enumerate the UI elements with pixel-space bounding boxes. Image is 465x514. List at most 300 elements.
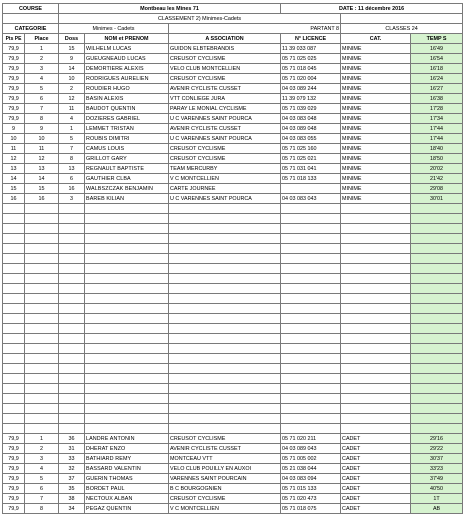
empty-cell — [25, 344, 59, 354]
bib-cell: 33 — [59, 454, 85, 464]
points-cell: 79,9 — [3, 44, 25, 54]
empty-cell — [341, 384, 411, 394]
result-row — [3, 454, 463, 464]
result-row — [3, 104, 463, 114]
empty-cell — [85, 364, 169, 374]
empty-cell — [169, 334, 281, 344]
empty-cell — [25, 324, 59, 334]
place-cell: 15 — [25, 184, 59, 194]
place-cell: 2 — [25, 444, 59, 454]
licence-cell: 11 39 079 132 — [281, 94, 341, 104]
result-row — [3, 504, 463, 514]
empty-row — [3, 394, 463, 404]
association-cell: CREUSOT CYCLISME — [169, 154, 281, 164]
place-cell: 8 — [25, 504, 59, 514]
empty-cell — [85, 414, 169, 424]
empty-cell — [281, 224, 341, 234]
empty-row — [3, 404, 463, 414]
empty-cell — [85, 404, 169, 414]
time-cell: 30'01 — [411, 194, 463, 204]
empty-cell — [59, 214, 85, 224]
empty-cell — [411, 204, 463, 214]
licence-cell: 04 03 083 094 — [281, 474, 341, 484]
empty-cell — [59, 344, 85, 354]
empty-cell — [59, 324, 85, 334]
empty-cell — [411, 214, 463, 224]
empty-cell — [59, 414, 85, 424]
empty-cell — [59, 244, 85, 254]
empty-row — [3, 264, 463, 274]
association-cell: VELO CLUB POUILLY EN AUXOI — [169, 464, 281, 474]
empty-cell — [59, 314, 85, 324]
association-cell: CREUSOT CYCLISME — [169, 54, 281, 64]
bib-cell: 8 — [59, 154, 85, 164]
empty-cell — [411, 244, 463, 254]
empty-cell — [281, 214, 341, 224]
bib-cell: 4 — [59, 114, 85, 124]
empty-cell — [411, 334, 463, 344]
col-doss: Doss — [59, 34, 85, 44]
bib-cell: 12 — [59, 94, 85, 104]
association-cell: CREUSOT CYCLISME — [169, 74, 281, 84]
empty-cell — [341, 284, 411, 294]
empty-cell — [85, 344, 169, 354]
rider-name-cell: RODRIGUES AURELIEN — [85, 74, 169, 84]
empty-cell — [3, 364, 25, 374]
result-row — [3, 154, 463, 164]
empty-cell — [281, 384, 341, 394]
category-cell: MINIME — [341, 124, 411, 134]
empty-cell — [85, 244, 169, 254]
empty-cell — [169, 404, 281, 414]
category-cell: CADET — [341, 494, 411, 504]
result-row — [3, 44, 463, 54]
points-cell: 79,9 — [3, 464, 25, 474]
empty-row — [3, 324, 463, 334]
empty-cell — [411, 294, 463, 304]
place-cell: 3 — [25, 454, 59, 464]
empty-cell — [85, 234, 169, 244]
empty-cell — [3, 284, 25, 294]
rider-name-cell: GAUTHIER CLBA — [85, 174, 169, 184]
licence-cell: 05 71 025 160 — [281, 144, 341, 154]
result-row — [3, 484, 463, 494]
time-cell: 16'24 — [411, 74, 463, 84]
points-cell: 10 — [3, 134, 25, 144]
empty-cell — [169, 254, 281, 264]
empty-cell — [3, 414, 25, 424]
empty-cell — [341, 214, 411, 224]
empty-cell — [59, 394, 85, 404]
empty-cell — [169, 414, 281, 424]
empty-row — [3, 364, 463, 374]
empty-cell — [411, 224, 463, 234]
bib-cell: 6 — [59, 174, 85, 184]
empty-cell — [85, 214, 169, 224]
empty-cell — [341, 374, 411, 384]
empty-cell — [169, 294, 281, 304]
empty-cell — [3, 324, 25, 334]
points-cell: 12 — [3, 154, 25, 164]
empty-cell — [3, 234, 25, 244]
course-location: Montbeau les Mines 71 — [59, 4, 281, 14]
empty-cell — [411, 354, 463, 364]
rider-name-cell: PEGAZ QUENTIN — [85, 504, 169, 514]
empty-row — [3, 234, 463, 244]
rider-name-cell: BAUDOT QUENTIN — [85, 104, 169, 114]
empty-cell — [59, 234, 85, 244]
category-cell: MINIME — [341, 184, 411, 194]
empty-cell — [169, 374, 281, 384]
empty-cell — [59, 274, 85, 284]
empty-cell — [59, 304, 85, 314]
category-cell: MINIME — [341, 144, 411, 154]
empty-row — [3, 414, 463, 424]
association-cell: U C VARENNES SAINT POURCA — [169, 134, 281, 144]
empty-cell — [25, 244, 59, 254]
empty-cell — [85, 354, 169, 364]
result-row — [3, 174, 463, 184]
time-cell: 29'16 — [411, 434, 463, 444]
empty-cell — [59, 254, 85, 264]
time-cell: 21'42 — [411, 174, 463, 184]
licence-cell: 05 71 015 133 — [281, 484, 341, 494]
bib-cell: 35 — [59, 484, 85, 494]
empty-cell — [281, 274, 341, 284]
empty-cell — [59, 204, 85, 214]
place-cell: 4 — [25, 464, 59, 474]
col-pts: Pts PE — [3, 34, 25, 44]
category-cell: MINIME — [341, 94, 411, 104]
empty-row — [3, 244, 463, 254]
rider-name-cell: DHERAT ENZO — [85, 444, 169, 454]
category-cell: MINIME — [341, 74, 411, 84]
empty-cell — [3, 224, 25, 234]
category-cell: MINIME — [341, 134, 411, 144]
points-cell: 79,9 — [3, 454, 25, 464]
empty-cell — [341, 274, 411, 284]
empty-row — [3, 384, 463, 394]
place-cell: 3 — [25, 64, 59, 74]
category-cell: MINIME — [341, 64, 411, 74]
empty-cell — [25, 254, 59, 264]
empty-cell — [3, 424, 25, 434]
empty-cell — [411, 384, 463, 394]
empty-row — [3, 344, 463, 354]
empty-cell — [341, 254, 411, 264]
place-cell: 9 — [25, 124, 59, 134]
empty-cell — [25, 364, 59, 374]
categorie-value: Minimes - Cadets — [59, 24, 169, 34]
time-cell: 33'23 — [411, 464, 463, 474]
bib-cell: 16 — [59, 184, 85, 194]
empty-cell — [3, 214, 25, 224]
empty-row — [3, 284, 463, 294]
licence-cell: 04 03 089 048 — [281, 124, 341, 134]
empty-cell — [85, 384, 169, 394]
place-cell: 11 — [25, 144, 59, 154]
time-cell: 29'22 — [411, 444, 463, 454]
empty-cell — [25, 264, 59, 274]
rider-name-cell: NECTOUX ALBAN — [85, 494, 169, 504]
empty-cell — [25, 414, 59, 424]
empty-cell — [281, 364, 341, 374]
empty-cell — [411, 424, 463, 434]
licence-cell: 05 21 038 044 — [281, 464, 341, 474]
empty-cell — [281, 284, 341, 294]
empty-row — [3, 314, 463, 324]
result-row — [3, 94, 463, 104]
empty-cell — [85, 304, 169, 314]
empty-cell — [3, 304, 25, 314]
empty-cell — [169, 424, 281, 434]
result-row — [3, 164, 463, 174]
empty-cell — [169, 384, 281, 394]
points-cell: 79,9 — [3, 504, 25, 514]
place-cell: 4 — [25, 74, 59, 84]
association-cell: VTT CONLIEGE JURA — [169, 94, 281, 104]
category-cell: CADET — [341, 484, 411, 494]
result-row — [3, 494, 463, 504]
result-row — [3, 134, 463, 144]
blank-cell — [341, 14, 463, 24]
empty-cell — [281, 344, 341, 354]
licence-cell: 05 71 020 004 — [281, 74, 341, 84]
empty-cell — [85, 394, 169, 404]
category-cell: MINIME — [341, 54, 411, 64]
category-cell: CADET — [341, 464, 411, 474]
empty-cell — [341, 324, 411, 334]
empty-cell — [3, 264, 25, 274]
empty-row — [3, 214, 463, 224]
empty-cell — [25, 354, 59, 364]
licence-cell: 05 71 020 473 — [281, 494, 341, 504]
empty-cell — [3, 204, 25, 214]
licence-cell: 05 71 018 133 — [281, 174, 341, 184]
place-cell: 7 — [25, 494, 59, 504]
place-cell: 5 — [25, 84, 59, 94]
empty-cell — [3, 314, 25, 324]
licence-cell: 05 71 018 045 — [281, 64, 341, 74]
association-cell: MONTCEAU VTT — [169, 454, 281, 464]
place-cell: 7 — [25, 104, 59, 114]
licence-cell: 05 71 025 025 — [281, 54, 341, 64]
empty-cell — [25, 334, 59, 344]
empty-cell — [411, 374, 463, 384]
empty-cell — [341, 294, 411, 304]
empty-cell — [281, 334, 341, 344]
category-cell: CADET — [341, 454, 411, 464]
points-cell: 79,9 — [3, 64, 25, 74]
empty-cell — [169, 314, 281, 324]
licence-cell: 05 71 018 075 — [281, 504, 341, 514]
empty-cell — [169, 274, 281, 284]
empty-cell — [341, 234, 411, 244]
empty-cell — [25, 274, 59, 284]
points-cell: 9 — [3, 124, 25, 134]
time-cell: 16'38 — [411, 94, 463, 104]
result-row — [3, 114, 463, 124]
empty-row — [3, 274, 463, 284]
association-cell: VARENNES SAINT POURCAIN — [169, 474, 281, 484]
licence-cell: 04 03 083 043 — [281, 194, 341, 204]
empty-cell — [85, 204, 169, 214]
result-row — [3, 194, 463, 204]
association-cell: TEAM MERCURBY — [169, 164, 281, 174]
result-row — [3, 474, 463, 484]
empty-row — [3, 374, 463, 384]
empty-cell — [169, 204, 281, 214]
bib-cell: 9 — [59, 54, 85, 64]
empty-cell — [411, 284, 463, 294]
category-cell: MINIME — [341, 154, 411, 164]
empty-cell — [59, 224, 85, 234]
place-cell: 6 — [25, 94, 59, 104]
licence-cell: 05 71 025 021 — [281, 154, 341, 164]
empty-cell — [281, 354, 341, 364]
empty-row — [3, 424, 463, 434]
rider-name-cell: LEMMET TRISTAN — [85, 124, 169, 134]
rider-name-cell: BASIN ALEXIS — [85, 94, 169, 104]
empty-cell — [25, 404, 59, 414]
empty-cell — [25, 214, 59, 224]
time-cell: 18'40 — [411, 144, 463, 154]
bib-cell: 7 — [59, 144, 85, 154]
empty-cell — [169, 344, 281, 354]
course-date: DATE : 11 décembre 2016 — [281, 4, 463, 14]
empty-cell — [169, 304, 281, 314]
rider-name-cell: BORDET PAUL — [85, 484, 169, 494]
association-cell: U C VARENNES SAINT POURCA — [169, 114, 281, 124]
empty-cell — [3, 244, 25, 254]
empty-cell — [281, 314, 341, 324]
col-place: Place — [25, 34, 59, 44]
time-cell: 17'44 — [411, 134, 463, 144]
points-cell: 79,9 — [3, 484, 25, 494]
empty-cell — [411, 234, 463, 244]
empty-cell — [341, 394, 411, 404]
empty-row — [3, 304, 463, 314]
association-cell: VELO CLUB MONTCELLIEN — [169, 64, 281, 74]
time-cell: 18'50 — [411, 154, 463, 164]
empty-cell — [59, 264, 85, 274]
col-licence: N° LICENCE — [281, 34, 341, 44]
time-cell: 17'34 — [411, 114, 463, 124]
time-cell: 17'28 — [411, 104, 463, 114]
licence-cell: 04 03 089 043 — [281, 444, 341, 454]
points-cell: 79,9 — [3, 54, 25, 64]
empty-cell — [341, 404, 411, 414]
empty-cell — [25, 424, 59, 434]
empty-cell — [3, 294, 25, 304]
empty-cell — [59, 284, 85, 294]
empty-row — [3, 254, 463, 264]
points-cell: 13 — [3, 164, 25, 174]
place-cell: 2 — [25, 54, 59, 64]
time-cell: 16'54 — [411, 54, 463, 64]
classement-title: CLASSEMENT 2) Minimes-Cadets — [59, 14, 341, 24]
bib-cell: 13 — [59, 164, 85, 174]
place-cell: 16 — [25, 194, 59, 204]
rider-name-cell: BAREB KILIAN — [85, 194, 169, 204]
empty-cell — [25, 294, 59, 304]
time-cell: 16'27 — [411, 84, 463, 94]
points-cell: 79,9 — [3, 434, 25, 444]
rider-name-cell: BASSARD VALENTIN — [85, 464, 169, 474]
empty-cell — [59, 334, 85, 344]
bib-cell: 37 — [59, 474, 85, 484]
empty-cell — [169, 244, 281, 254]
result-row — [3, 54, 463, 64]
empty-cell — [169, 394, 281, 404]
empty-cell — [3, 334, 25, 344]
empty-cell — [85, 324, 169, 334]
empty-cell — [281, 254, 341, 264]
bib-cell: 1 — [59, 124, 85, 134]
empty-cell — [169, 234, 281, 244]
category-cell: MINIME — [341, 174, 411, 184]
empty-cell — [281, 374, 341, 384]
bib-cell: 34 — [59, 504, 85, 514]
empty-cell — [281, 244, 341, 254]
time-cell: 16'49 — [411, 44, 463, 54]
categorie-label: CATEGORIE — [3, 24, 59, 34]
empty-cell — [59, 294, 85, 304]
bib-cell: 38 — [59, 494, 85, 504]
place-cell: 6 — [25, 484, 59, 494]
bib-cell: 5 — [59, 134, 85, 144]
empty-cell — [341, 334, 411, 344]
rider-name-cell: GUEUGNEAUD LUCAS — [85, 54, 169, 64]
licence-cell: 04 03 083 048 — [281, 114, 341, 124]
category-cell: MINIME — [341, 114, 411, 124]
empty-cell — [59, 404, 85, 414]
blank-cell — [3, 14, 59, 24]
empty-cell — [341, 344, 411, 354]
points-cell: 79,9 — [3, 474, 25, 484]
empty-cell — [341, 204, 411, 214]
points-cell: 14 — [3, 174, 25, 184]
rider-name-cell: DEMORTIERE ALEXIS — [85, 64, 169, 74]
category-cell: CADET — [341, 444, 411, 454]
empty-cell — [281, 414, 341, 424]
empty-cell — [3, 404, 25, 414]
association-cell: PARAY LE MONIAL CYCLISME — [169, 104, 281, 114]
empty-cell — [85, 274, 169, 284]
empty-cell — [411, 414, 463, 424]
result-row — [3, 444, 463, 454]
empty-cell — [85, 374, 169, 384]
empty-cell — [341, 224, 411, 234]
place-cell: 1 — [25, 44, 59, 54]
rider-name-cell: REGNAULT BAPTISTE — [85, 164, 169, 174]
results-table — [2, 3, 463, 514]
empty-cell — [25, 284, 59, 294]
place-cell: 14 — [25, 174, 59, 184]
association-cell: GUIDON ELBTEBRANDIS — [169, 44, 281, 54]
time-cell: 17'44 — [411, 124, 463, 134]
bib-cell: 36 — [59, 434, 85, 444]
result-row — [3, 124, 463, 134]
empty-cell — [25, 374, 59, 384]
bib-cell: 14 — [59, 64, 85, 74]
place-cell: 5 — [25, 474, 59, 484]
empty-cell — [25, 384, 59, 394]
licence-cell: 04 03 083 055 — [281, 134, 341, 144]
empty-cell — [25, 314, 59, 324]
rider-name-cell: ROUDIER HUGO — [85, 84, 169, 94]
points-cell: 79,9 — [3, 94, 25, 104]
